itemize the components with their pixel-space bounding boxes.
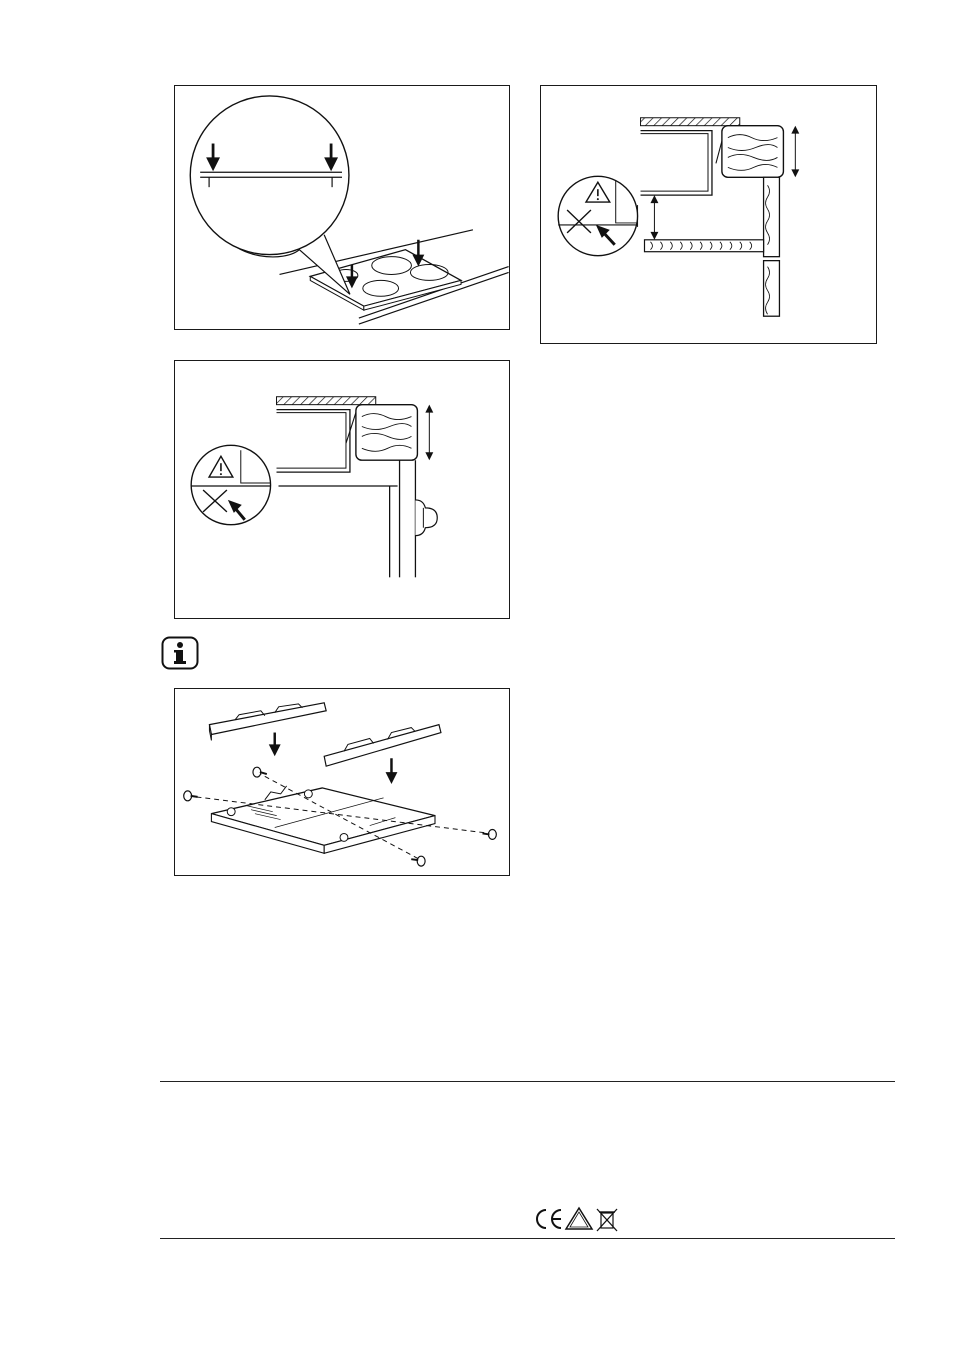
vde-mark-icon <box>566 1208 592 1229</box>
mounting-kit-figure <box>174 688 510 876</box>
section-divider-bottom <box>160 1238 895 1239</box>
cabinet-clearance-drawing <box>541 86 876 343</box>
oven-clearance-drawing <box>175 361 509 618</box>
ce-mark-icon <box>537 1210 561 1228</box>
screw-icon <box>253 767 267 777</box>
oven-clearance-figure <box>174 360 510 619</box>
mounting-kit-drawing <box>175 689 509 875</box>
info-icon <box>161 636 199 670</box>
weee-bin-icon <box>597 1209 617 1231</box>
cabinet-clearance-figure <box>540 85 877 344</box>
hob-installation-figure <box>174 85 510 330</box>
screw-icon <box>482 829 496 839</box>
certification-marks <box>528 1205 628 1233</box>
magnifier-callout <box>190 96 349 255</box>
screw-icon <box>184 791 198 801</box>
down-arrow-icon <box>269 733 281 757</box>
section-divider-top <box>160 1081 895 1082</box>
hob-installation-drawing <box>175 86 509 329</box>
screw-icon <box>411 856 425 866</box>
down-arrow-icon <box>386 758 398 784</box>
